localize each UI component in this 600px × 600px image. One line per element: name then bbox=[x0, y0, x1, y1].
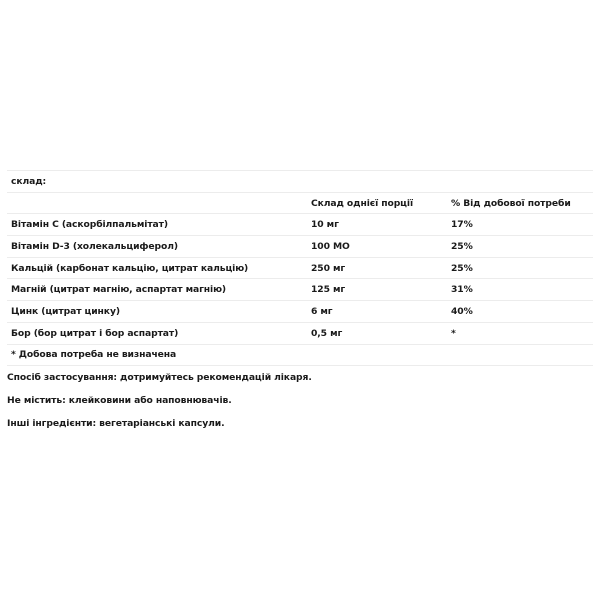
ingredient-cell: Цинк (цитрат цинку) bbox=[7, 301, 307, 323]
daily-value-cell: 25% bbox=[447, 236, 593, 258]
amount-cell: 0,5 мг bbox=[307, 322, 447, 344]
other-ingredients-note: Інші інгредієнти: вегетаріанські капсули. bbox=[7, 418, 225, 429]
usage-note: Спосіб застосування: дотримуйтесь рекомендацій лікаря. bbox=[7, 372, 312, 383]
table-row bbox=[7, 301, 593, 323]
composition-title: склад: bbox=[7, 171, 593, 193]
table-row bbox=[7, 236, 593, 258]
amount-cell: 250 мг bbox=[307, 257, 447, 279]
amount-cell: 100 МО bbox=[307, 236, 447, 258]
footnote: * Добова потреба не визначена bbox=[7, 344, 593, 366]
header-ingredient bbox=[7, 192, 307, 214]
daily-value-cell: 25% bbox=[447, 257, 593, 279]
ingredient-cell: Вітамін С (аскорбілпальмітат) bbox=[7, 214, 307, 236]
daily-value-cell: 17% bbox=[447, 214, 593, 236]
ingredient-cell: Бор (бор цитрат і бор аспартат) bbox=[7, 322, 307, 344]
amount-cell: 10 мг bbox=[307, 214, 447, 236]
ingredient-cell: Кальцій (карбонат кальцію, цитрат кальцію) bbox=[7, 257, 307, 279]
amount-cell: 125 мг bbox=[307, 279, 447, 301]
amount-cell: 6 мг bbox=[307, 301, 447, 323]
ingredient-cell: Вітамін D-3 (холекальциферол) bbox=[7, 236, 307, 258]
header-per-serving: Склад однієї порції bbox=[307, 192, 447, 214]
table-row bbox=[7, 279, 593, 301]
table-row bbox=[7, 257, 593, 279]
composition-table bbox=[7, 170, 593, 366]
header-daily-value: % Від добової потреби bbox=[447, 192, 593, 214]
ingredient-cell: Магній (цитрат магнію, аспартат магнію) bbox=[7, 279, 307, 301]
daily-value-cell: * bbox=[447, 322, 593, 344]
footnote-row bbox=[7, 344, 593, 366]
table-title-row bbox=[7, 171, 593, 193]
daily-value-cell: 31% bbox=[447, 279, 593, 301]
table-row bbox=[7, 322, 593, 344]
free-from-note: Не містить: клейковини або наповнювачів. bbox=[7, 395, 232, 406]
product-notes bbox=[7, 370, 312, 439]
table-header-row bbox=[7, 192, 593, 214]
table-row bbox=[7, 214, 593, 236]
daily-value-cell: 40% bbox=[447, 301, 593, 323]
